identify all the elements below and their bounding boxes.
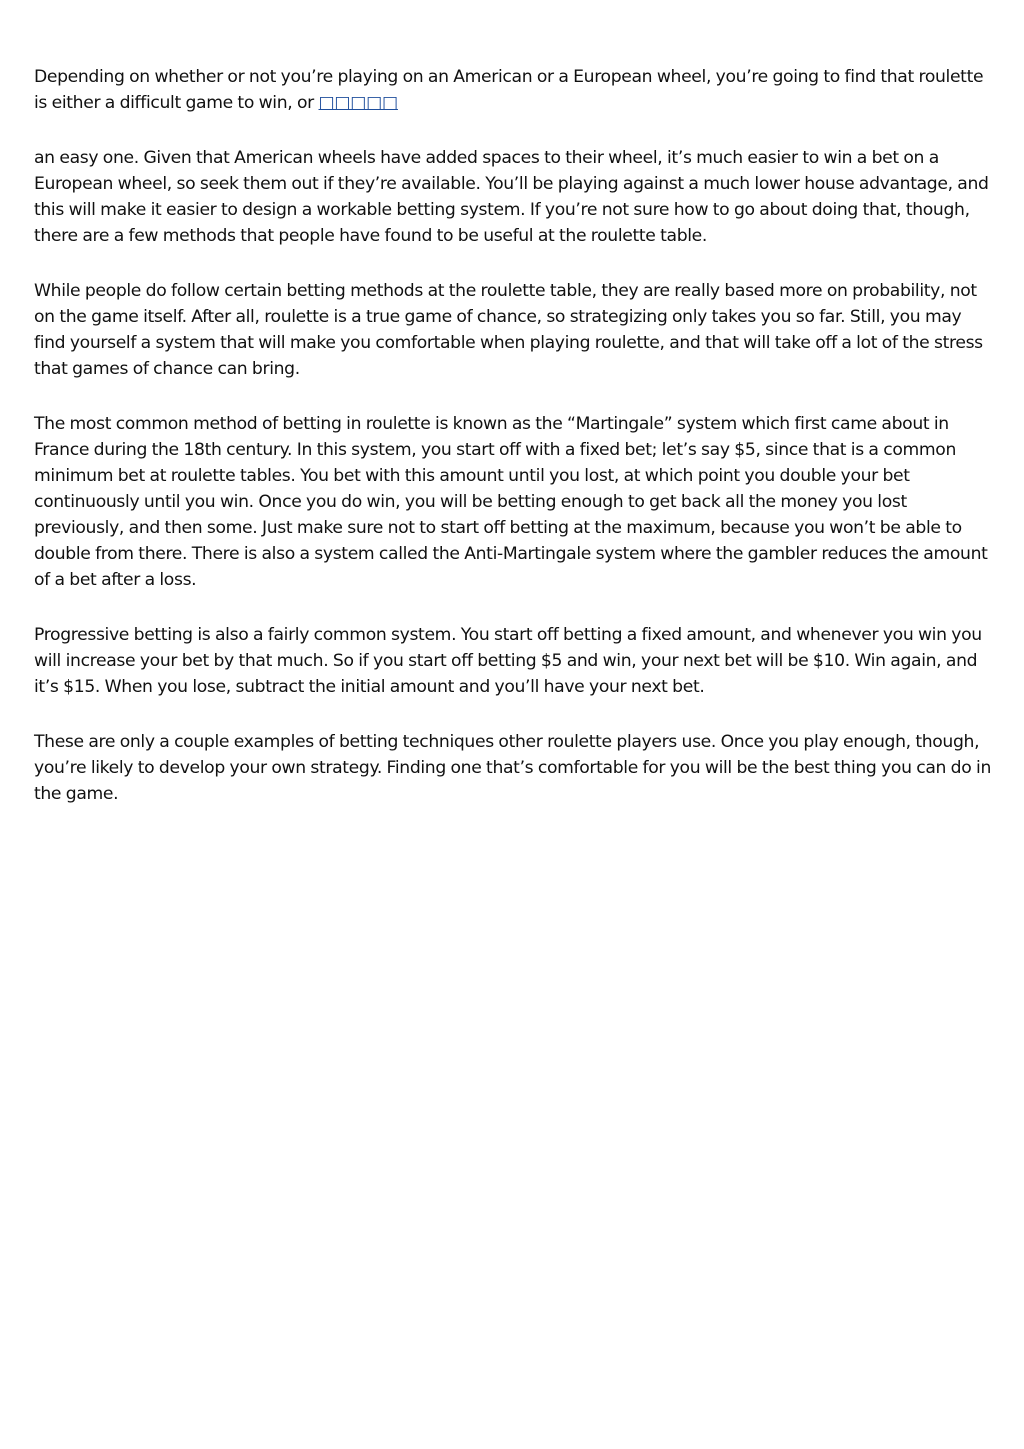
paragraph-intro-text: Depending on whether or not you’re playing on an American or a European wheel, you’re going to find that roulette is either a difficult game to win, or (34, 67, 984, 113)
document-body (34, 64, 994, 836)
paragraph-wheels: an easy one. Given that American wheels have added spaces to their wheel, it’s much easier to win a bet on a European wheel, so seek them out if they’re available. You’ll be playing against a much lower house advantage, and this will make it easier to design a workable betting system. If you’re not sure how to go about doing that, though, there are a few methods that people have found to be useful at the roulette table. (34, 148, 989, 246)
paragraph-conclusion: These are only a couple examples of betting techniques other roulette players use. Once you play enough, though, you’re likely to develop your own strategy. Finding one that’s comfortable for you will be the best thing you can do in the game. (34, 732, 991, 804)
paragraph-probability: While people do follow certain betting methods at the roulette table, they are really based more on probability, not on the game itself. After all, roulette is a true game of chance, so strategizing only takes you so far. Still, you may find yourself a system that will make you comfortable when playing roulette, and that will take off a lot of the stress that games of chance can bring. (34, 281, 983, 379)
paragraph-progressive: Progressive betting is also a fairly common system. You start off betting a fixed amount, and whenever you win you will increase your bet by that much. So if you start off betting $5 and win, your next bet will be $10. Win again, and it’s $15. When you lose, subtract the initial amount and you’ll have your next bet. (34, 625, 982, 697)
inline-link[interactable]: □□□□□ (318, 93, 398, 113)
paragraph-intro (34, 64, 994, 116)
paragraph-martingale: The most common method of betting in roulette is known as the “Martingale” system which first came about in France during the 18th century. In this system, you start off with a fixed bet; let’s say $5, since that is a common minimum bet at roulette tables. You bet with this amount until you lost, at which point you double your bet continuously until you win. Once you do win, you will be betting enough to get back all the money you lost previously, and then some. Just make sure not to start off betting at the maximum, because you won’t be able to double from there. There is also a system called the Anti-Martingale system where the gambler reduces the amount of a bet after a loss. (34, 414, 988, 590)
